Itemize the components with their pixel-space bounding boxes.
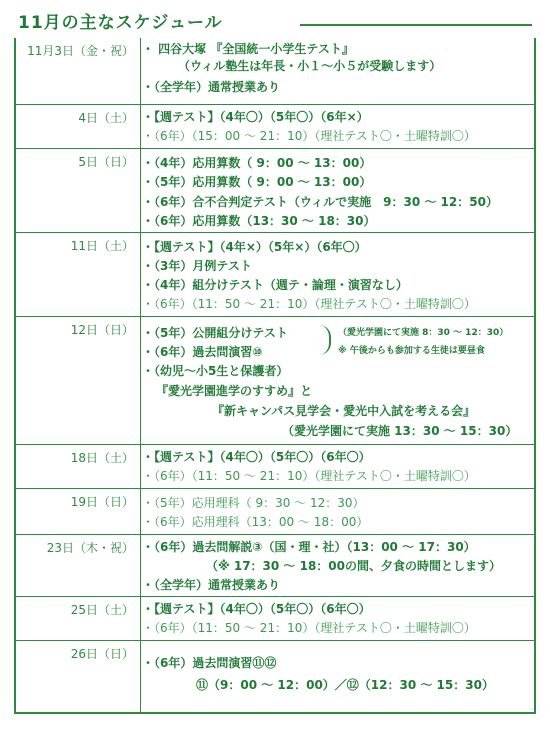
event-line: ・（5年）公開組分けテスト — [142, 326, 288, 340]
date-label: 11月3日（金・祝） — [27, 44, 134, 58]
event-line: 『愛光学園進学のすすめ』と — [156, 384, 313, 398]
date-label: 5日（日） — [78, 155, 134, 169]
event-line: ・（6年）（15：00 ～ 21：10）（理社テスト〇・土曜特訓〇） — [142, 129, 476, 143]
schedule-row-nov-18 — [16, 444, 534, 489]
date-label: 25日（土） — [70, 603, 134, 617]
event-line: 『新キャンパス見学会・愛光中入試を考える会』 — [212, 404, 476, 418]
schedule-row-nov-3 — [16, 38, 534, 104]
event-line: ・（6年）過去問演習⑩ — [142, 345, 263, 359]
event-note: ※ 午後からも参加する生徒は要昼食 — [338, 346, 485, 356]
bracket — [319, 325, 331, 355]
schedule-row-nov-23 — [16, 534, 534, 597]
date-label: 26日（日） — [70, 647, 134, 661]
event-line: ・（4年）応用算数（ 9：00 ～ 13：00） — [142, 156, 372, 170]
title-rule — [300, 24, 532, 26]
event-line: ・（6年）合不合判定テスト（ウィルで実施 9：30 ～ 12：50） — [142, 195, 498, 209]
event-line: ・（6年）応用理科（13：00 ～ 18：00） — [142, 515, 369, 529]
event-line: ・【週テスト】（4年×）（5年×）（6年〇） — [142, 240, 367, 254]
schedule-row-nov-4 — [16, 104, 534, 149]
schedule-row-nov-25 — [16, 596, 534, 641]
event-line: ・（6年）（11：50 ～ 21：10）（理社テスト〇・土曜特訓〇） — [142, 297, 476, 311]
schedule-row-nov-11 — [16, 232, 534, 317]
date-label: 18日（土） — [70, 451, 134, 465]
event-line: ・ 四谷大塚 『全国統一小学生テスト』 — [142, 42, 354, 56]
date-label: 11日（土） — [70, 239, 134, 253]
event-line: （愛光学園にて実施 13：30 ～ 15：30） — [282, 424, 518, 438]
date-label: 19日（日） — [70, 495, 134, 509]
event-line: ・（5年）応用算数（ 9：00 ～ 13：00） — [142, 175, 372, 189]
event-line: ・（4年）組分けテスト（週テ・論理・演習なし） — [142, 278, 408, 292]
event-line: ・（全学年）通常授業あり — [142, 80, 281, 94]
event-line: ・（6年）応用算数（13：30 ～ 18：30） — [142, 214, 376, 228]
event-line: ・（幼児～小5生と保護者） — [142, 364, 289, 378]
event-line: ⑪（9：00 ～ 12：00）／⑫（12：30 ～ 15：30） — [196, 678, 494, 692]
date-label: 23日（木・祝） — [46, 541, 134, 555]
event-note: （愛光学園にて実施 8：30 ～ 12：30） — [338, 328, 509, 338]
event-line: ・【週テスト】（4年〇）（5年〇）（6年×） — [142, 110, 369, 124]
event-line: ・（6年）過去問解説③（国・理・社）（13：00 ～ 17：30） — [142, 540, 476, 554]
event-line: ・（6年）過去問演習⑪⑫ — [142, 656, 277, 670]
schedule-row-nov-5 — [16, 148, 534, 233]
event-line: ・（全学年）通常授業あり — [142, 578, 281, 592]
event-line: ・（3年）月例テスト — [142, 259, 252, 273]
schedule-row-nov-12 — [16, 316, 534, 445]
event-line: ・（5年）応用理科（ 9：30 ～ 12：30） — [142, 496, 365, 510]
event-line: ・（6年）（11：50 ～ 21：10）（理社テスト〇・土曜特訓〇） — [142, 621, 476, 635]
event-line: （ウィル塾生は年長・小１～小５が受験します） — [178, 59, 442, 73]
event-line: ・（6年）（11：50 ～ 21：10）（理社テスト〇・土曜特訓〇） — [142, 469, 476, 483]
date-label: 4日（土） — [78, 111, 134, 125]
event-line: ・【週テスト】（4年〇）（5年〇）（6年〇） — [142, 450, 371, 464]
schedule-row-nov-19 — [16, 488, 534, 535]
page-title: 11月の主なスケジュール — [18, 13, 223, 33]
schedule-table — [14, 38, 536, 714]
event-line: ・【週テスト】（4年〇）（5年〇）（6年〇） — [142, 602, 371, 616]
event-line: （※ 17：30 ～ 18：00の間、夕食の時間とします） — [206, 559, 501, 573]
date-label: 12日（日） — [70, 323, 134, 337]
schedule-row-nov-26 — [16, 640, 534, 713]
